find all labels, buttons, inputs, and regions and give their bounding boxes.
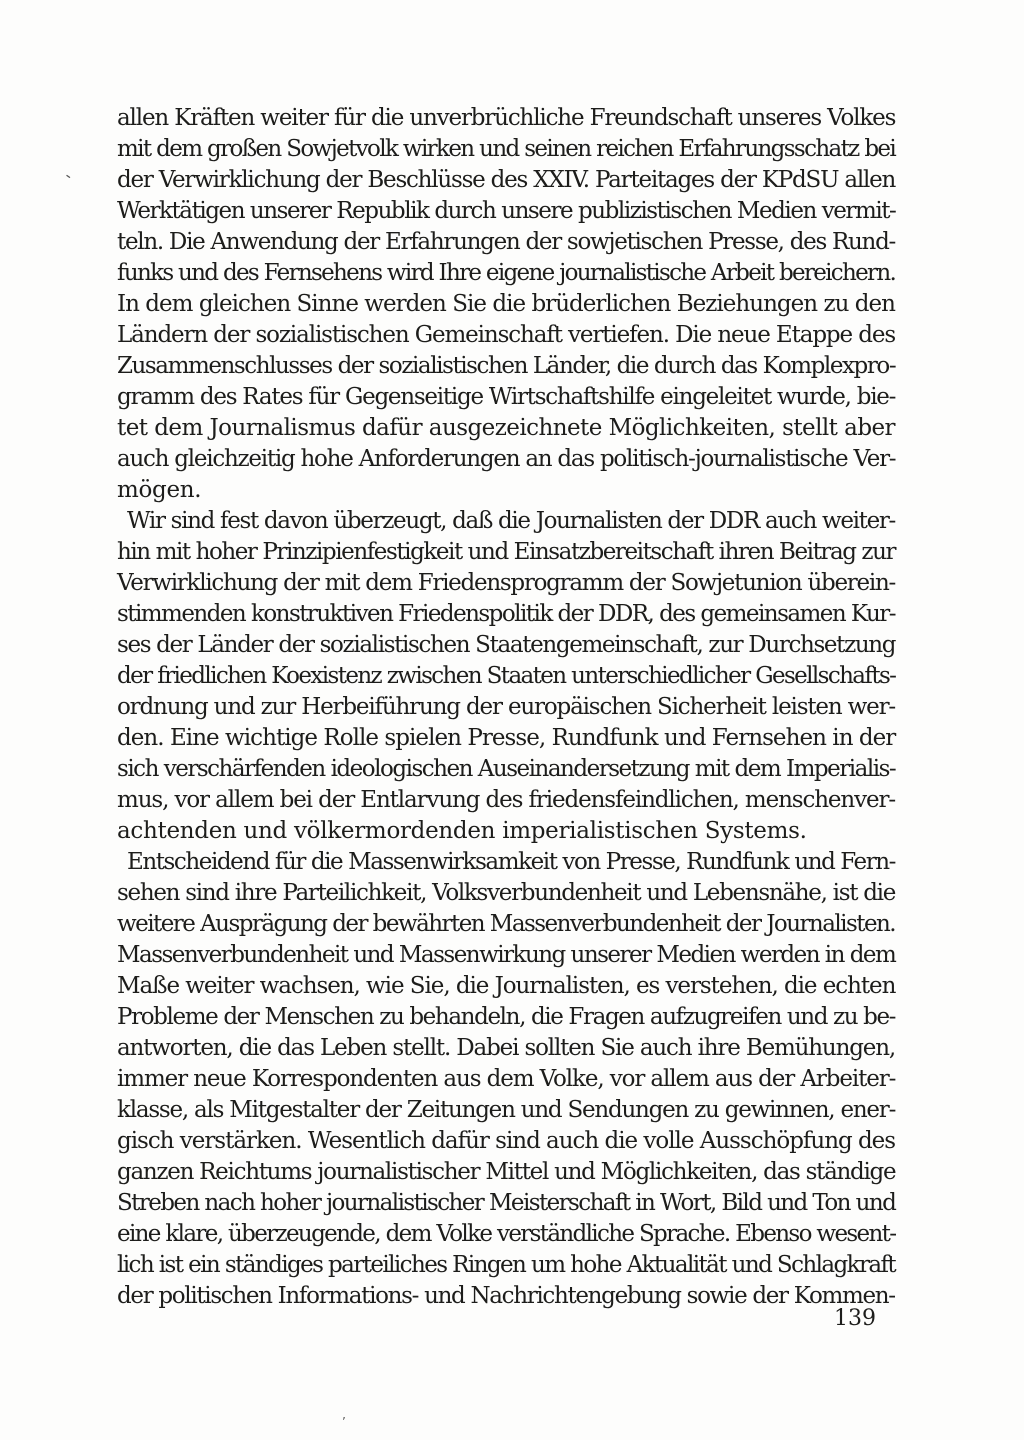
text-line: der friedlichen Koexistenz zwischen Staaten unterschiedlicher Gesellschafts-	[117, 663, 896, 689]
text-line: klasse, als Mitgestalter der Zeitungen und Sendungen zu gewinnen, ener-	[117, 1097, 896, 1123]
text-line: Zusammenschlusses der sozialistischen Länder, die durch das Komplexpro-	[117, 353, 896, 379]
paragraph	[117, 103, 895, 506]
text-line: achtenden und völkermordenden imperialistischen Systems.	[117, 818, 807, 844]
text-line: sich verschärfenden ideologischen Auseinandersetzung mit dem Imperialis-	[117, 756, 896, 782]
text-line: eine klare, überzeugende, dem Volke verständliche Sprache. Ebenso wesent-	[117, 1221, 896, 1247]
text-line: gisch verstärken. Wesentlich dafür sind auch die volle Ausschöpfung des	[117, 1128, 896, 1154]
body-text	[117, 103, 895, 1312]
text-line: mögen.	[117, 477, 202, 503]
text-line: In dem gleichen Sinne werden Sie die brüderlichen Beziehungen zu den	[117, 291, 895, 317]
text-line: funks und des Fernsehens wird Ihre eigene journalistische Arbeit bereichern.	[117, 260, 896, 286]
text-line: allen Kräften weiter für die unverbrüchliche Freundschaft unseres Volkes	[117, 105, 896, 131]
text-line: den. Eine wichtige Rolle spielen Presse, Rundfunk und Fernsehen in der	[117, 725, 896, 751]
paragraph	[117, 847, 895, 1312]
text-line: Entscheidend für die Massenwirksamkeit von Presse, Rundfunk und Fern-	[127, 849, 895, 875]
text-line: Werktätigen unserer Republik durch unsere publizistischen Medien vermit-	[117, 198, 896, 224]
text-line: Wir sind fest davon überzeugt, daß die Journalisten der DDR auch weiter-	[127, 508, 895, 534]
text-line: mus, vor allem bei der Entlarvung des friedensfeindlichen, menschenver-	[117, 787, 895, 813]
text-line: Streben nach hoher journalistischer Meisterschaft in Wort, Bild und Ton und	[117, 1190, 896, 1216]
text-line: Maße weiter wachsen, wie Sie, die Journalisten, es verstehen, die echten	[117, 973, 896, 999]
text-line: gramm des Rates für Gegenseitige Wirtschaftshilfe eingeleitet wurde, bie-	[117, 384, 896, 410]
text-line: ganzen Reichtums journalistischer Mittel und Möglichkeiten, das ständige	[117, 1159, 896, 1185]
text-line: der politischen Informations- und Nachrichtengebung sowie der Kommen-	[117, 1283, 895, 1309]
text-line: hin mit hoher Prinzipienfestigkeit und Einsatzbereitschaft ihren Beitrag zur	[117, 539, 896, 565]
scan-speck: ’	[342, 1415, 346, 1429]
text-line: weitere Ausprägung der bewährten Massenverbundenheit der Journalisten.	[117, 911, 896, 937]
page-number: 139	[834, 1306, 876, 1331]
text-line: immer neue Korrespondenten aus dem Volke, vor allem aus der Arbeiter-	[117, 1066, 896, 1092]
text-line: sehen sind ihre Parteilichkeit, Volksverbundenheit und Lebensnähe, ist die	[117, 880, 895, 906]
text-line: mit dem großen Sowjetvolk wirken und seinen reichen Erfahrungsschatz bei	[117, 136, 896, 162]
text-line: stimmenden konstruktiven Friedenspolitik der DDR, des gemeinsamen Kur-	[117, 601, 895, 627]
text-line: ses der Länder der sozialistischen Staatengemeinschaft, zur Durchsetzung	[117, 632, 896, 658]
text-line: der Verwirklichung der Beschlüsse des XXIV. Parteitages der KPdSU allen	[117, 167, 896, 193]
text-line: antworten, die das Leben stellt. Dabei sollten Sie auch ihre Bemühungen,	[117, 1035, 895, 1061]
text-line: Verwirklichung der mit dem Friedensprogramm der Sowjetunion überein-	[117, 570, 895, 596]
text-line: Ländern der sozialistischen Gemeinschaft vertiefen. Die neue Etappe des	[117, 322, 895, 348]
margin-mark: -	[61, 166, 77, 185]
text-line: teln. Die Anwendung der Erfahrungen der sowjetischen Presse, des Rund-	[117, 229, 895, 255]
text-line: lich ist ein ständiges parteiliches Ringen um hohe Aktualität und Schlagkraft	[117, 1252, 896, 1278]
paragraph	[117, 506, 895, 847]
text-line: Probleme der Menschen zu behandeln, die Fragen aufzugreifen und zu be-	[117, 1004, 896, 1030]
text-line: Massenverbundenheit und Massenwirkung unserer Medien werden in dem	[117, 942, 896, 968]
text-line: ordnung und zur Herbeiführung der europäischen Sicherheit leisten wer-	[117, 694, 896, 720]
text-line: auch gleichzeitig hohe Anforderungen an das politisch-journalistische Ver-	[117, 446, 896, 472]
text-line: tet dem Journalismus dafür ausgezeichnete Möglichkeiten, stellt aber	[117, 415, 895, 441]
